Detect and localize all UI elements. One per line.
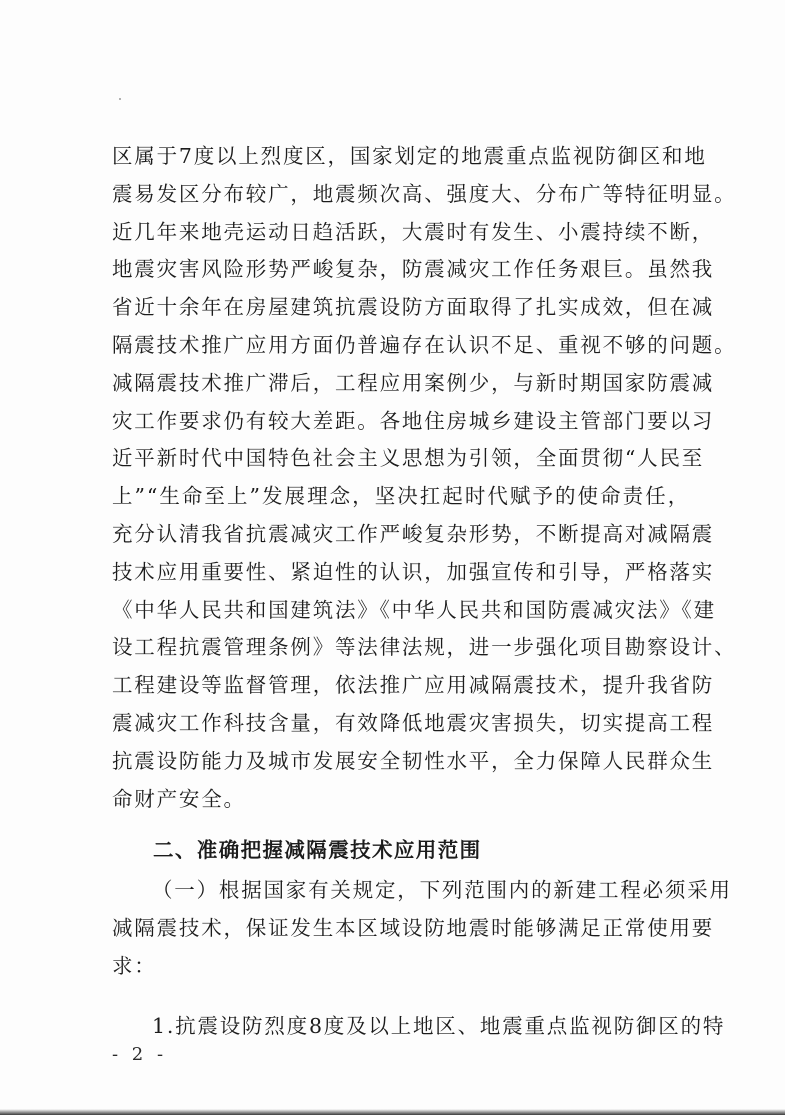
scan-speck [119, 98, 121, 100]
paragraph-scope [112, 872, 732, 985]
scan-bottom-edge [0, 1109, 785, 1115]
text-line: 工程建设等监督管理，依法推广应用减隔震技术，提升我省防 [112, 673, 715, 698]
text-line: 减隔震技术推广滞后，工程应用案例少，与新时期国家防震减 [112, 370, 715, 395]
section-heading-block [112, 832, 690, 869]
text-line: 近平新时代中国特色社会主义思想为引领，全面贯彻“人民至 [112, 446, 705, 471]
text-line: 地震灾害风险形势严峻复杂，防震减灾工作任务艰巨。虽然我 [112, 257, 715, 282]
section-heading: 二、准确把握减隔震技术应用范围 [153, 838, 482, 862]
text-line: 震易发区分布较广，地震频次高、强度大、分布广等特征明显。 [112, 181, 737, 206]
text-line: 求： [112, 953, 157, 978]
text-line: 抗震设防能力及城市发展安全韧性水平，全力保障人民群众生 [112, 748, 715, 773]
text-line: 减隔震技术，保证发生本区域设防地震时能够满足正常使用要 [112, 915, 715, 940]
text-line: 技术应用重要性、紧迫性的认识，加强宣传和引导，严格落实 [112, 559, 715, 584]
text-line: 震减灾工作科技含量，有效降低地震灾害损失，切实提高工程 [112, 710, 715, 735]
text-line: 灾工作要求仍有较大差距。各地住房城乡建设主管部门要以习 [112, 408, 715, 433]
paragraph-body [112, 138, 737, 818]
text-line: 省近十余年在房屋建筑抗震设防方面取得了扎实成效，但在减 [112, 295, 715, 320]
text-line: （一）根据国家有关规定，下列范围内的新建工程必须采用 [152, 878, 732, 902]
text-line: 命财产安全。 [112, 786, 246, 811]
text-line: 区属于7度以上烈度区，国家划定的地震重点监视防御区和地 [112, 144, 707, 168]
text-line: 充分认清我省抗震减灾工作严峻复杂形势，不断提高对减隔震 [112, 521, 715, 546]
paragraph-item-1 [112, 1008, 726, 1046]
text-line: 1.抗震设防烈度8度及以上地区、地震重点监视防御区的特 [152, 1014, 726, 1038]
text-line: 上”“生命至上”发展理念，坚决扛起时代赋予的使命责任， [112, 484, 690, 509]
text-line: 《中华人民共和国建筑法》《中华人民共和国防震减灾法》《建 [112, 597, 716, 622]
text-line: 设工程抗震管理条例》等法律法规，进一步强化项目勘察设计、 [112, 635, 737, 660]
page-number: - 2 - [112, 1044, 168, 1065]
text-line: 隔震技术推广应用方面仍普遍存在认识不足、重视不够的问题。 [112, 332, 737, 357]
text-line: 近几年来地壳运动日趋活跃，大震时有发生、小震持续不断， [112, 219, 715, 244]
